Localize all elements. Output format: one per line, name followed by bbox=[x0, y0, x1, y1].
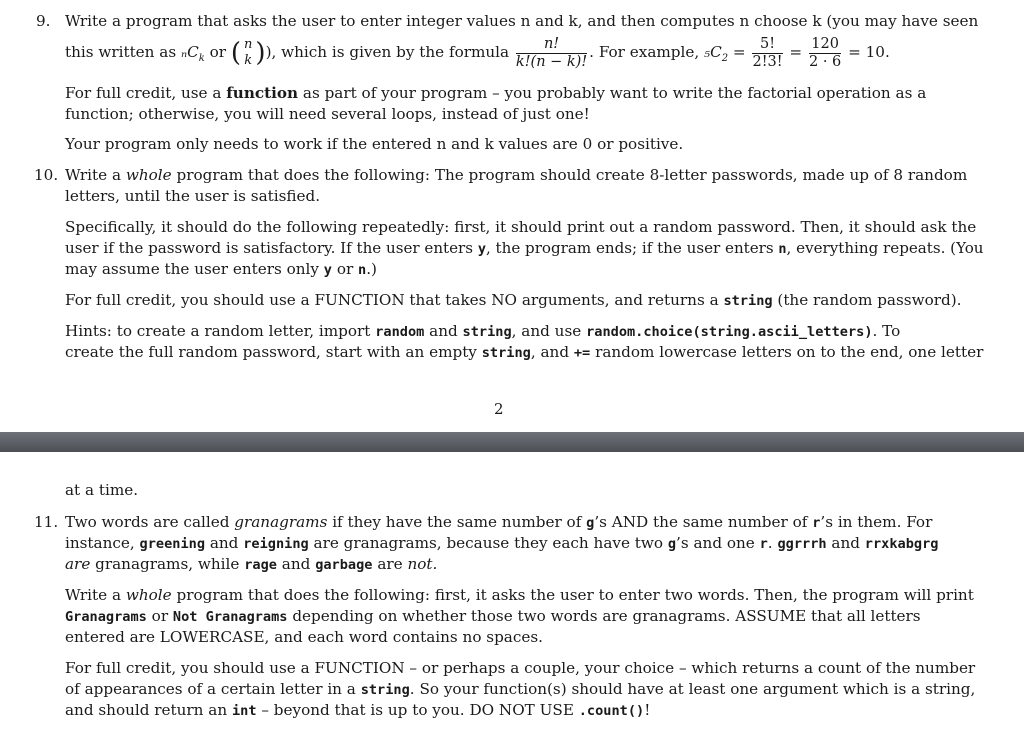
binomial-paren-left: ( bbox=[230, 38, 242, 68]
binomial-paren-right: ) bbox=[255, 38, 266, 68]
q11-para3-line-2: of appearances of a certain letter in a string. So your function(s) should have at least one argument which is a string, bbox=[65, 680, 976, 698]
page-3 bbox=[0, 452, 1024, 731]
q10-line-1: Write a whole program that does the following: The program should create 8-letter passwords, made up of 8 random bbox=[65, 166, 968, 184]
example-fraction-2: $\frac{120}{2 \cdot 6}$ bbox=[808, 35, 842, 70]
q10-para2-line-2: user if the password is satisfactory. If the user enters y, the program ends; if the user enters n, everything repeats. (You bbox=[65, 239, 984, 257]
q11-para2-line-2: Granagrams or Not Granagrams depending on whether those two words are granagrams. ASSUME that all letters bbox=[65, 607, 921, 625]
continued-text: at a time. bbox=[65, 481, 139, 499]
q10-para2-line-1: Specifically, it should do the following repeatedly: first, it should print out a random password. Then, it should ask the bbox=[65, 218, 977, 236]
q9-para3: Your program only needs to work if the entered n and k values are 0 or positive. bbox=[65, 135, 684, 153]
q10-para3: For full credit, you should use a FUNCTION that takes NO arguments, and returns a string (the random password). bbox=[65, 291, 962, 309]
q11-para2-line-3: entered are LOWERCASE, and each word contains no spaces. bbox=[65, 628, 543, 646]
q9-line-1: Write a program that asks the user to enter integer values n and k, and then computes n choose k (you may have seen bbox=[65, 12, 979, 30]
q9-line-2: this written as ₙC$_k$ or ( n k )), which is given by the formula $\frac{n!}{k!(n - k)!}$ . For example, $_5C_2$ = $\frac{5!}{2!3!}$ = $\frac{120}{2 \cdot 6}$ = 10. bbox=[65, 35, 890, 70]
example-fraction-1: $\frac{5!}{2!3!}$ bbox=[752, 35, 783, 70]
q11-line-1: Two words are called granagrams if they have the same number of g’s AND the same number of r’s in them. For bbox=[65, 513, 933, 531]
q11-line-2: instance, greening and reigning are granagrams, because they each have two g’s and one r. ggrrrh and rrxkabgrg bbox=[65, 534, 939, 552]
q10-para4-line-2: create the full random password, start with an empty string, and += random lowercase letters on to the end, one letter bbox=[65, 343, 984, 361]
question-10-number: 10. bbox=[34, 166, 59, 184]
page-number: 2 bbox=[494, 400, 504, 418]
question-11-number: 11. bbox=[34, 513, 59, 531]
q11-para3-line-1: For full credit, you should use a FUNCTION – or perhaps a couple, your choice – which returns a count of the number bbox=[65, 659, 976, 677]
q11-line-3: are granagrams, while rage and garbage are not. bbox=[65, 555, 438, 573]
question-9-number: 9. bbox=[36, 12, 51, 30]
binomial-symbol: n k bbox=[244, 37, 253, 68]
q11-para3-line-3: and should return an int – beyond that is up to you. DO NOT USE .count()! bbox=[65, 701, 651, 719]
q9-para2-line-2: function; otherwise, you will need several loops, instead of just one! bbox=[65, 105, 590, 123]
q11-para2-line-1: Write a whole program that does the following: first, it asks the user to enter two words. Then, the program will print bbox=[65, 586, 974, 604]
page-separator bbox=[0, 432, 1024, 452]
q10-para2-line-3: may assume the user enters only y or n.) bbox=[65, 260, 377, 278]
formula-fraction: $\frac{n!}{k!(n - k)!}$ bbox=[515, 35, 588, 70]
q10-para4-line-1: Hints: to create a random letter, import random and string, and use random.choice(string.ascii_letters). To bbox=[65, 322, 901, 340]
q10-line-2: letters, until the user is satisfied. bbox=[65, 187, 321, 205]
q9-para2-line-1: For full credit, use a function as part of your program – you probably want to write the factorial operation as a bbox=[65, 84, 927, 102]
